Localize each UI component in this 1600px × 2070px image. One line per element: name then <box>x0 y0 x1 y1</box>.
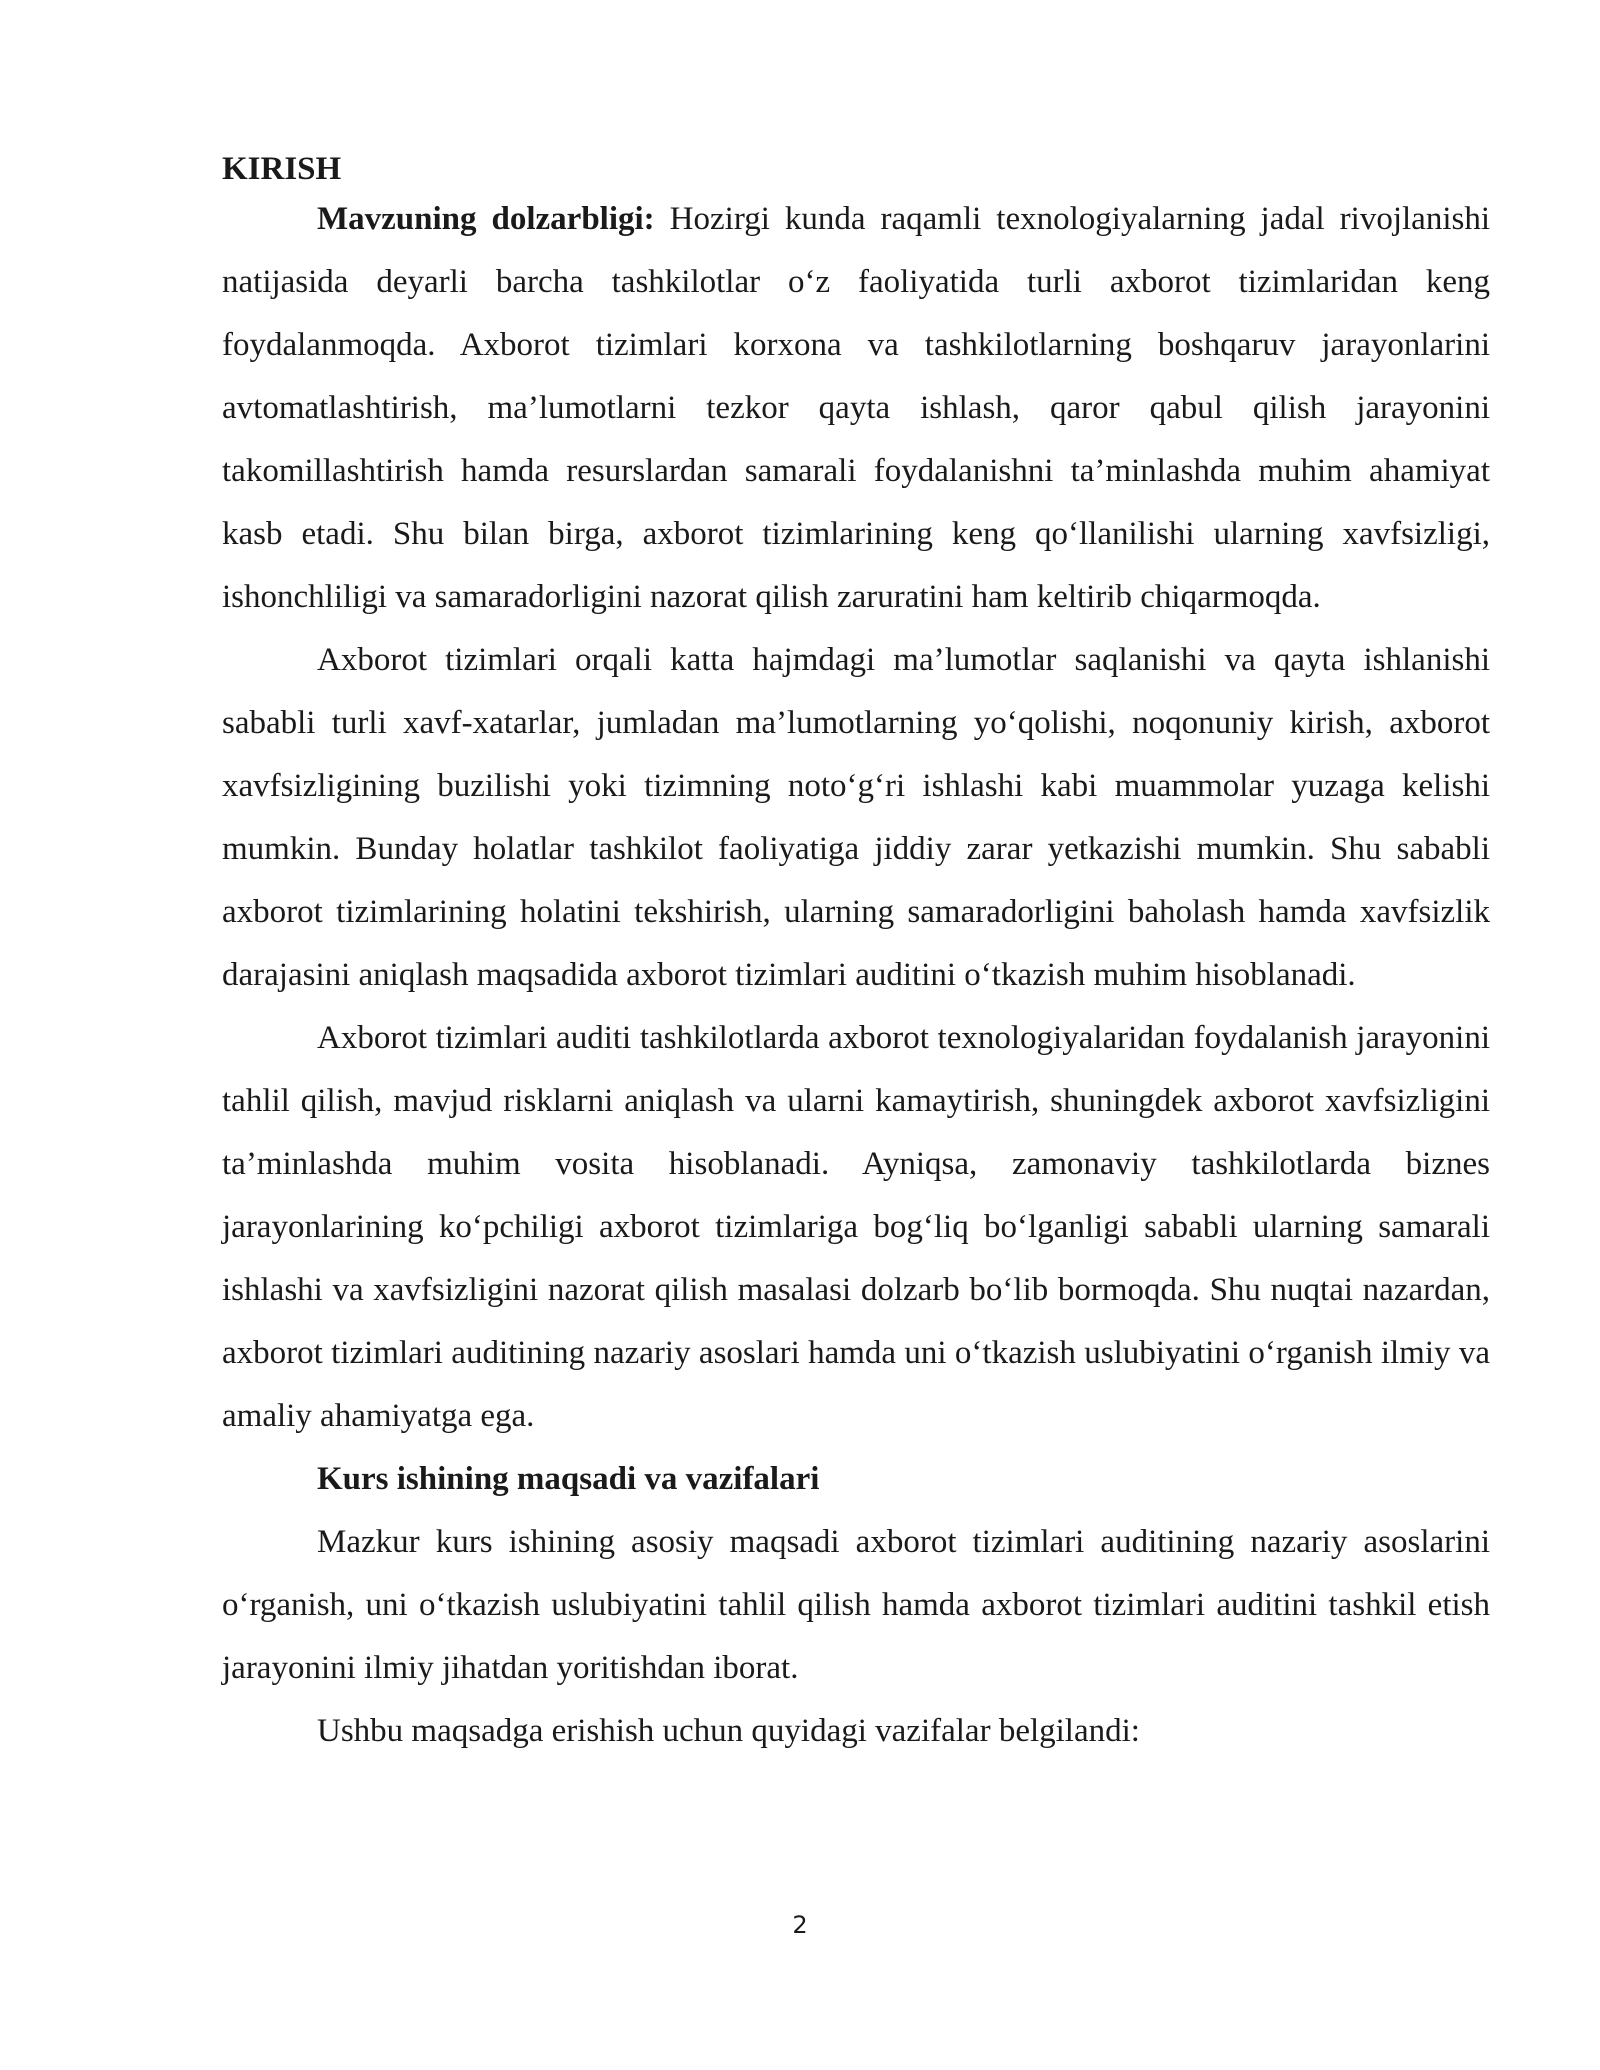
paragraph-3: Axborot tizimlari auditi tashkilotlarda axborot texnologiyalaridan foydalanish jarayonini tahlil qilish, mavjud risklarni aniqlash va ularni kamaytirish, shuningdek axborot xavfsizligini ta’minlashda muhim vosita hisoblanadi. Ayniqsa, zamonaviy tashkilotlarda biznes jarayonlarining ko‘pchiligi axborot tizimlariga bog‘liq bo‘lganligi sababli ularning samarali ishlashi va xavfsizligini nazorat qilish masalasi dolzarb bo‘lib bormoqda. Shu nuqtai nazardan, axborot tizimlari auditining nazariy asoslari hamda uni o‘tkazish uslubiyatini o‘rganish ilmiy va amaliy ahamiyatga ega. <box>222 1020 1490 1434</box>
page-number: 2 <box>792 1911 808 1939</box>
intro-lead: Mavzuning dolzarbligi: <box>317 201 655 237</box>
paragraph-5: Ushbu maqsadga erishish uchun quyidagi vazifalar belgilandi: <box>317 1713 1140 1749</box>
paragraph-4: Mazkur kurs ishining asosiy maqsadi axborot tizimlari auditining nazariy asoslarini o‘rganish, uni o‘tkazish uslubiyatini tahlil qilish hamda axborot tizimlari auditini tashkil etish jarayonini ilmiy jihatdan yoritishdan iborat. <box>222 1524 1490 1686</box>
document-page <box>222 150 1490 1763</box>
subsection-heading: Kurs ishining maqsadi va vazifalari <box>317 1461 820 1497</box>
intro-text: Hozirgi kunda raqamli texnologiyalarning jadal rivojlanishi natijasida deyarli barcha tashkilotlar o‘z faoliyatida turli axborot tizimlaridan keng foydalanmoqda. Axborot tizimlari korxona va tashkilotlarning boshqaruv jarayonlarini avtomatlashtirish, ma’lumotlarni tezkor qayta ishlash, qaror qabul qilish jarayonini takomillashtirish hamda resurslardan samarali foydalanishni ta’minlashda muhim ahamiyat kasb etadi. Shu bilan birga, axborot tizimlarining keng qo‘llanilishi ularning xavfsizligi, ishonchliligi va samaradorligini nazorat qilish zaruratini ham keltirib chiqarmoqda. <box>222 201 1491 615</box>
paragraph-2: Axborot tizimlari orqali katta hajmdagi ma’lumotlar saqlanishi va qayta ishlanishi sababli turli xavf-xatarlar, jumladan ma’lumotlarning yo‘qolishi, noqonuniy kirish, axborot xavfsizligining buzilishi yoki tizimning noto‘g‘ri ishlashi kabi muammolar yuzaga kelishi mumkin. Bunday holatlar tashkilot faoliyatiga jiddiy zarar yetkazishi mumkin. Shu sababli axborot tizimlarining holatini tekshirish, ularning samaradorligini baholash hamda xavfsizlik darajasini aniqlash maqsadida axborot tizimlari auditini o‘tkazish muhim hisoblanadi. <box>222 642 1490 993</box>
intro-paragraph <box>222 188 1490 629</box>
section-heading: KIRISH <box>222 151 342 187</box>
